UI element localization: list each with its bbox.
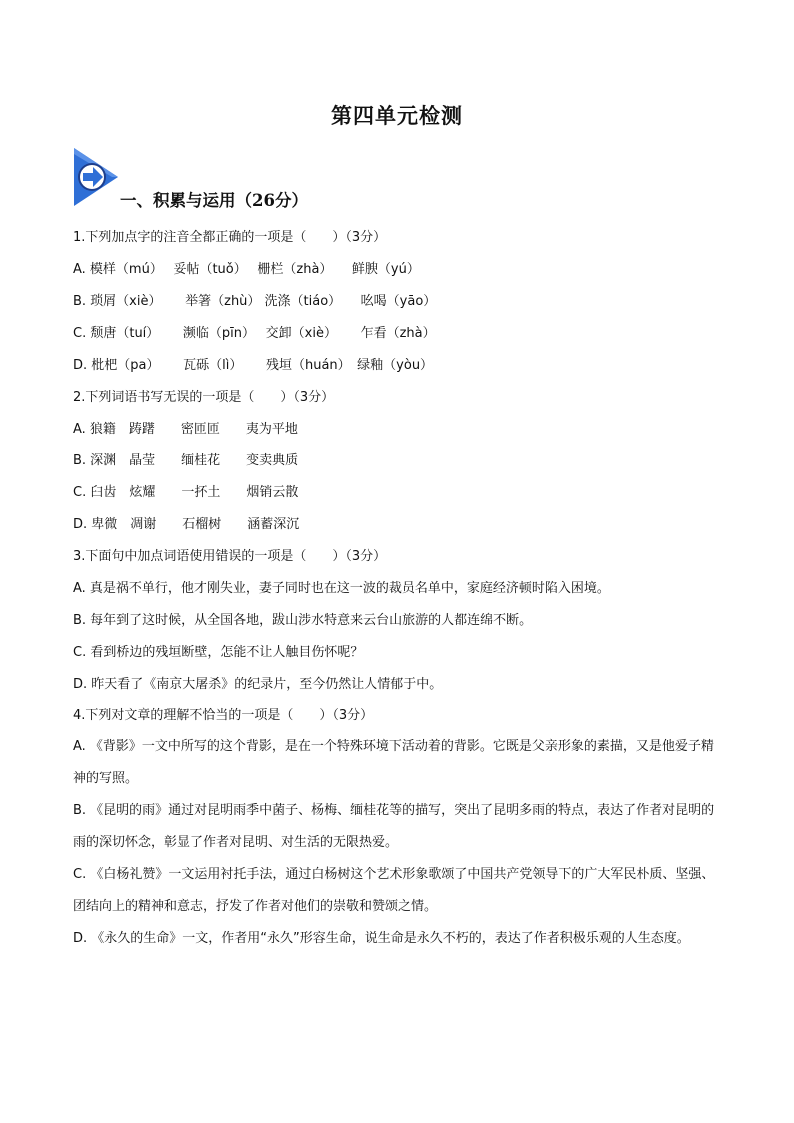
question-1-stem: 1.下列加点字的注音全都正确的一项是（ ）（3分） <box>73 230 387 245</box>
page-title: 第四单元检测 <box>331 103 463 128</box>
question-1-option-c: C. 颓唐（tuí） 濒临（pīn） 交卸（xiè） 乍看（zhà） <box>73 326 436 341</box>
question-4-stem: 4.下列对文章的理解不恰当的一项是（ ）（3分） <box>73 708 374 723</box>
question-4-option-a: A. 《背影》一文中所写的这个背影，是在一个特殊环境下活动着的背影。它既是父亲形象的素描，又是他爱子精神的写照。 <box>73 739 714 786</box>
question-3-option-c: C. 看到桥边的残垣断壁，怎能不让人触目伤怀呢？ <box>73 645 364 660</box>
question-3-option-d: D. 昨天看了《南京大屠杀》的纪录片，至今仍然让人情郁于中。 <box>73 677 443 692</box>
question-1-option-b: B. 琐屑（xiè） 举箸（zhù） 洗涤（tiáo） 吆喝（yāo） <box>73 294 437 309</box>
question-3-option-b: B. 每年到了这时候，从全国各地，跋山涉水特意来云台山旅游的人都连绵不断。 <box>73 613 533 628</box>
question-1-option-a: A. 模样（mú） 妥帖（tuǒ） 栅栏（zhà） 鲜腴（yú） <box>73 262 420 277</box>
question-4-option-c: C. 《白杨礼赞》一文运用衬托手法，通过白杨树这个艺术形象歌颂了中国共产党领导下的广大军民朴质、坚强、团结向上的精神和意志，抒发了作者对他们的崇敬和赞颂之情。 <box>73 867 715 914</box>
question-2-option-b: B. 深渊 晶莹 缅桂花 变卖典质 <box>73 453 299 468</box>
question-3-option-a: A. 真是祸不单行，他才刚失业，妻子同时也在这一波的裁员名单中，家庭经济顿时陷入困境。 <box>73 581 610 596</box>
question-2-stem: 2.下列词语书写无误的一项是（ ）（3分） <box>73 390 335 405</box>
question-4-option-d: D. 《永久的生命》一文，作者用“永久”形容生命，说生命是永久不朽的，表达了作者积极乐观的人生态度。 <box>73 931 690 946</box>
question-3-stem: 3.下面句中加点词语使用错误的一项是（ ）（3分） <box>73 549 387 564</box>
question-2-option-c: C. 臼齿 炫耀 一抔土 烟销云散 <box>73 485 299 500</box>
arrow-right-icon <box>72 146 120 208</box>
question-2-option-d: D. 卑微 凋谢 石榴树 涵蓄深沉 <box>73 517 300 532</box>
section-heading: 一、积累与运用（26分） <box>120 191 308 210</box>
question-2-option-a: A. 狼籍 踌躇 密匝匝 夷为平地 <box>73 422 298 437</box>
question-1-option-d: D. 枇杷（pa） 瓦砾（lì） 残垣（huán） 绿釉（yòu） <box>73 358 434 373</box>
question-4-option-b: B. 《昆明的雨》通过对昆明雨季中菌子、杨梅、缅桂花等的描写，突出了昆明多雨的特点，表达了作者对昆明的雨的深切怀念，彰显了作者对昆明、对生活的无限热爱。 <box>73 803 715 850</box>
